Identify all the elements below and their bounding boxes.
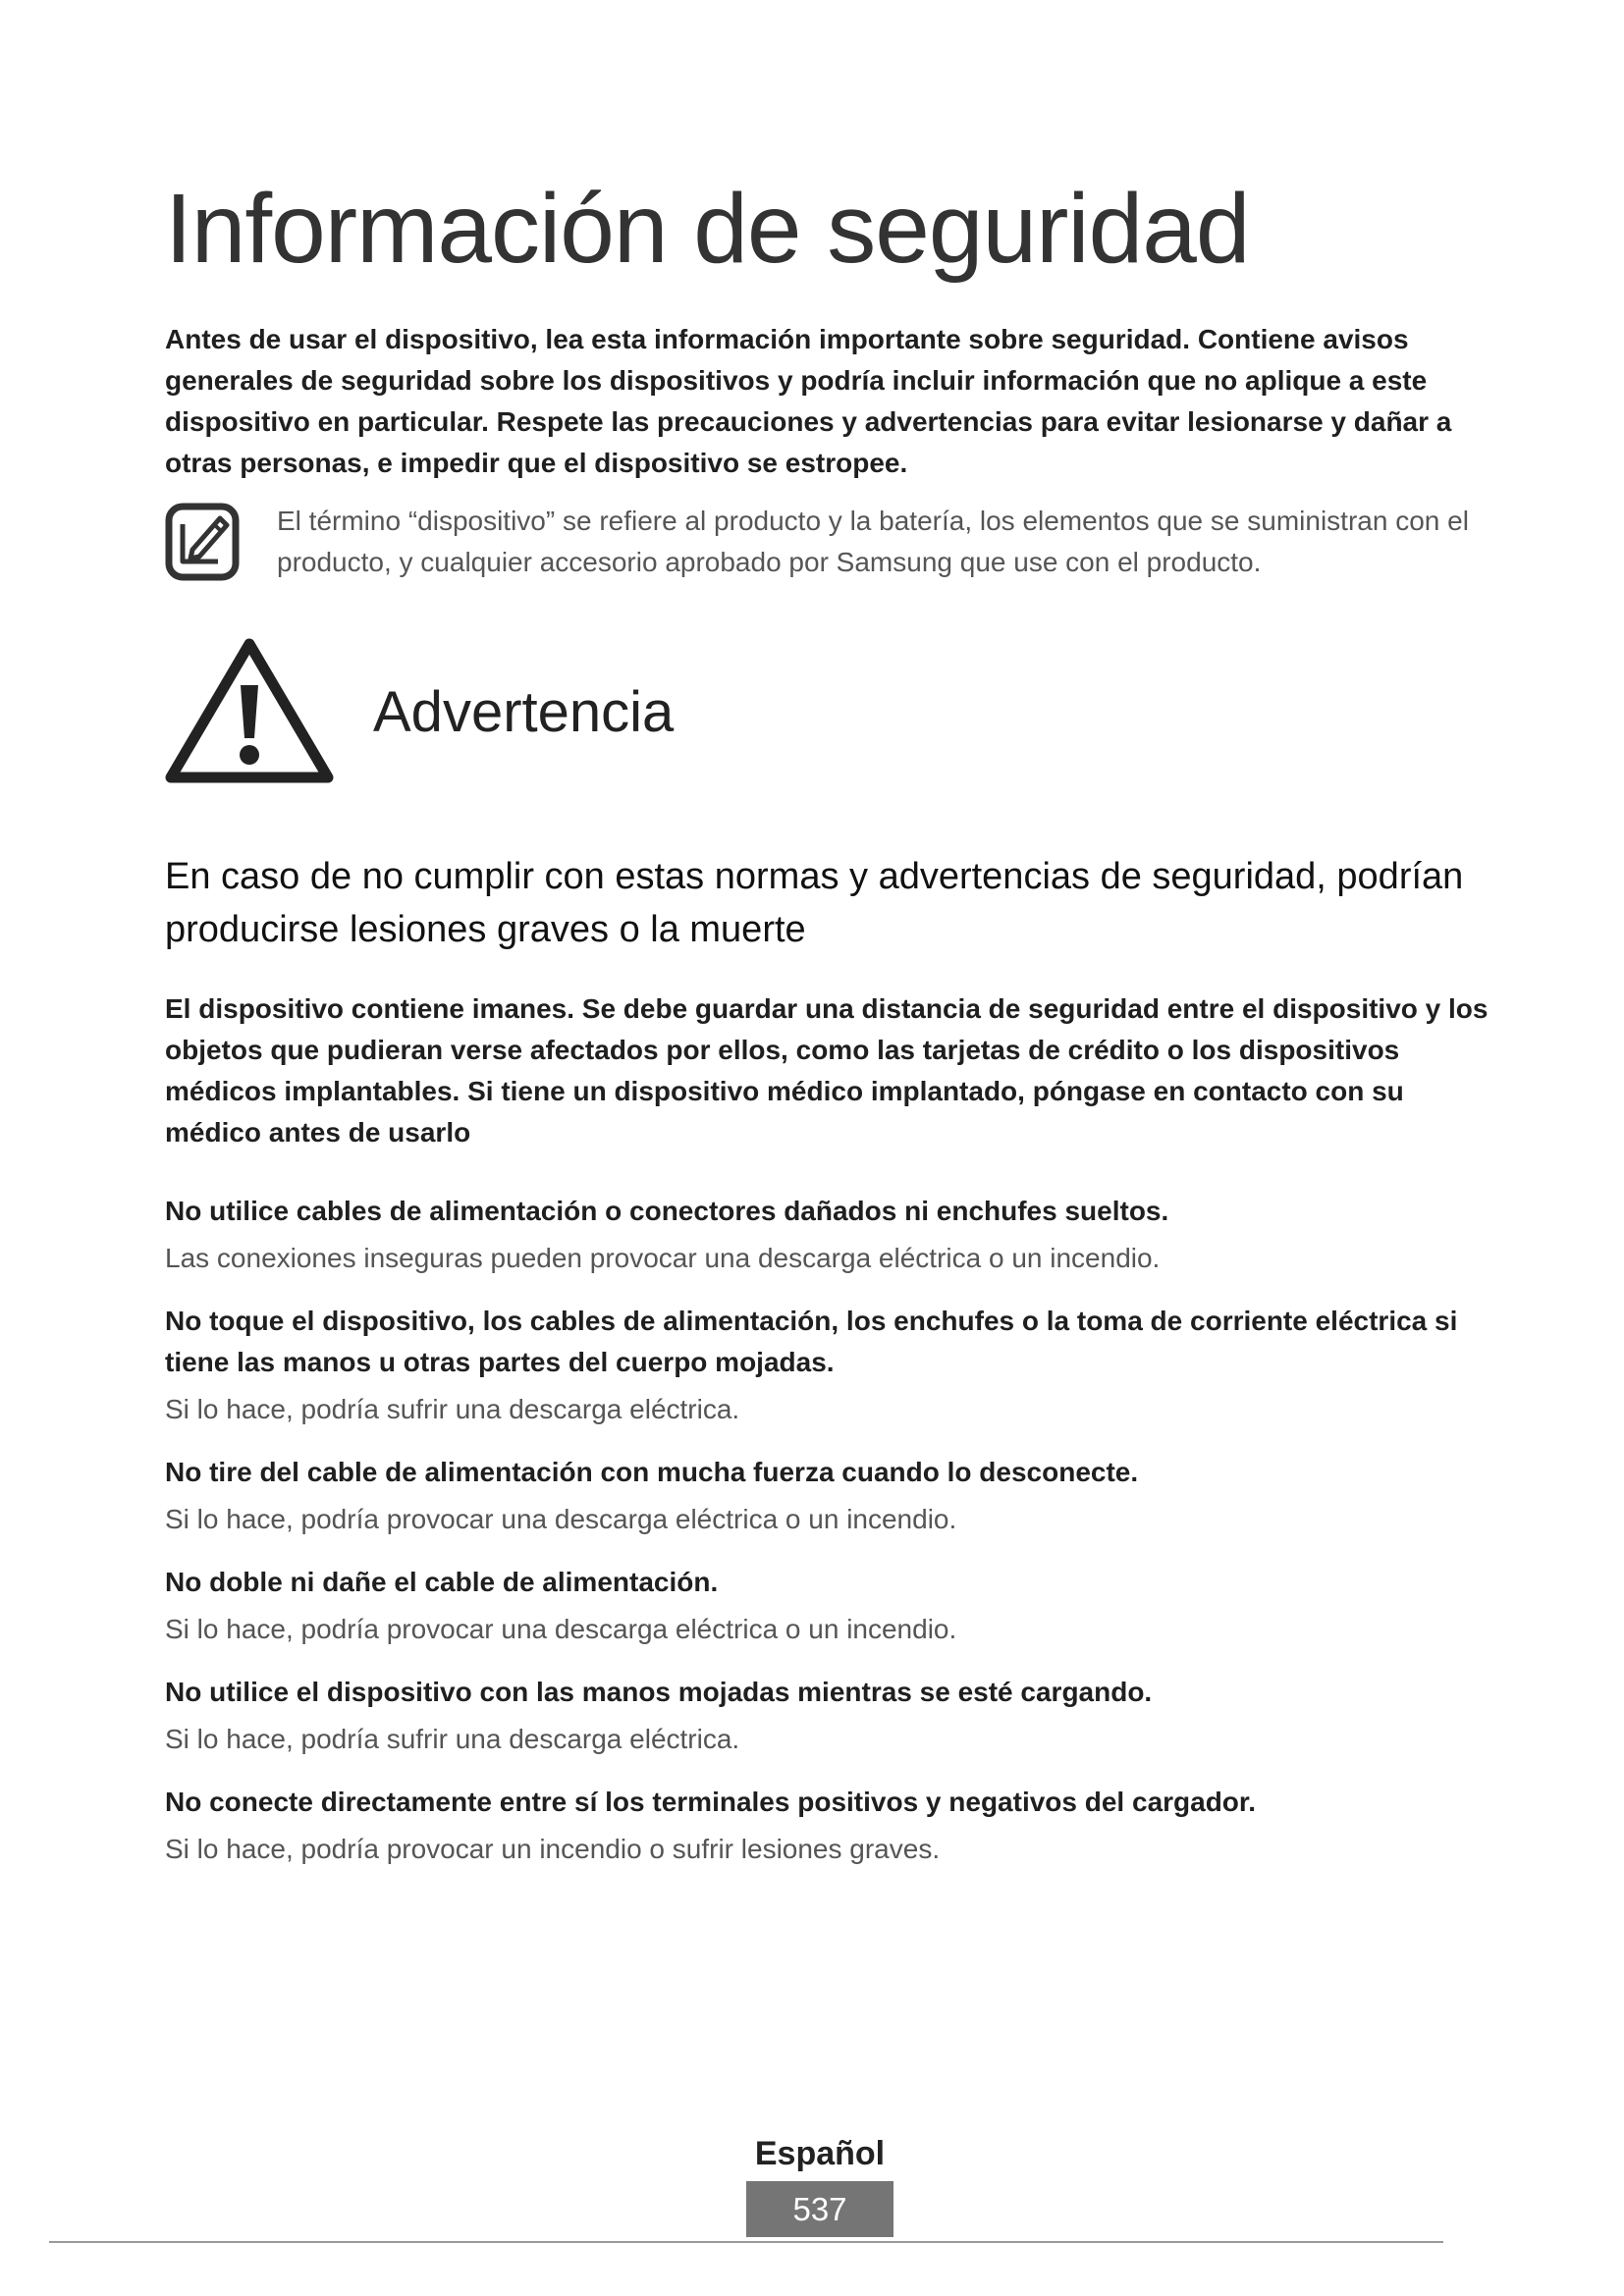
safety-item-body: Las conexiones inseguras pueden provocar una descarga eléctrica o un incendio. [165, 1243, 1161, 1273]
safety-item-body: Si lo hace, podría provocar una descarga eléctrica o un incendio. [165, 1504, 957, 1534]
page-title: Información de seguridad [165, 174, 1250, 284]
note-pencil-icon [165, 503, 240, 581]
safety-item-body: Si lo hace, podría sufrir una descarga eléctrica. [165, 1724, 740, 1754]
note-text: El término “dispositivo” se refiere al producto y la batería, los elementos que se suministran con el producto, y cualquier accesorio aprobado por Samsung que use con el producto. [277, 506, 1469, 577]
warning-triangle-icon [165, 636, 334, 785]
safety-item [165, 1452, 1510, 1540]
safety-item-heading: No doble ni dañe el cable de alimentación. [165, 1567, 719, 1597]
safety-item-body: Si lo hace, podría provocar una descarga eléctrica o un incendio. [165, 1614, 957, 1644]
safety-item [165, 1191, 1510, 1279]
safety-item [165, 1782, 1510, 1870]
safety-item [165, 1562, 1510, 1650]
magnets-paragraph: El dispositivo contiene imanes. Se debe guardar una distancia de seguridad entre el dispositivo y los objetos que pudieran verse afectados por ellos, como las tarjetas de crédito o los dispositivos médicos implantables. Si tiene un dispositivo médico implantado, póngase en contacto con su médico antes de usarlo [165, 993, 1489, 1148]
safety-item-body: Si lo hace, podría sufrir una descarga eléctrica. [165, 1394, 740, 1424]
page-number: 537 [746, 2181, 893, 2237]
safety-item-heading: No toque el dispositivo, los cables de alimentación, los enchufes o la toma de corriente eléctrica si tiene las manos u otras partes del cuerpo mojadas. [165, 1306, 1458, 1377]
safety-item-heading: No utilice cables de alimentación o conectores dañados ni enchufes sueltos. [165, 1196, 1169, 1226]
safety-item-heading: No utilice el dispositivo con las manos mojadas mientras se esté cargando. [165, 1677, 1153, 1707]
warning-title: Advertencia [373, 680, 675, 744]
intro-paragraph: Antes de usar el dispositivo, lea esta información importante sobre seguridad. Contiene avisos generales de seguridad sobre los dispositivos y podría incluir información que no aplique a este dispositivo en particular. Respete las precauciones y advertencias para evitar lesionarse y dañar a otras personas, e impedir que el dispositivo se estropee. [165, 324, 1452, 478]
safety-items-list [165, 1191, 1510, 1892]
safety-item [165, 1672, 1510, 1760]
safety-item-heading: No conecte directamente entre sí los terminales positivos y negativos del cargador. [165, 1787, 1257, 1817]
section-heading: En caso de no cumplir con estas normas y advertencias de seguridad, podrían producirse lesiones graves o la muerte [165, 856, 1464, 950]
safety-item-heading: No tire del cable de alimentación con mucha fuerza cuando lo desconecte. [165, 1457, 1139, 1487]
safety-item-body: Si lo hace, podría provocar un incendio o sufrir lesiones graves. [165, 1834, 941, 1864]
footer-language: Español [754, 2135, 886, 2172]
safety-item [165, 1301, 1510, 1430]
footer-divider [49, 2241, 1443, 2243]
